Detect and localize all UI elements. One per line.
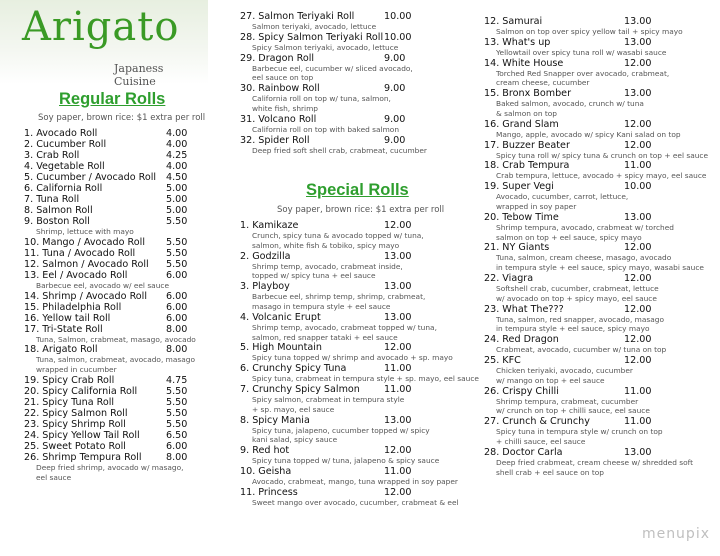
menu-item-name: 27. Crunch & Crunchy	[484, 416, 590, 428]
menu-item	[24, 313, 214, 324]
menu-item-name: 15. Philadelphia Roll	[24, 301, 122, 313]
menu-item-description: Tuna, salmon, crabmeat, avocado, masago wrapped in cucumber	[36, 355, 195, 375]
menu-item-price: 11.00	[384, 465, 412, 477]
menu-item-name: 26. Shrimp Tempura Roll	[24, 451, 142, 463]
menu-item-name: 5. Cucumber / Avocado Roll	[24, 172, 157, 183]
menu-item-name: 11. Princess	[240, 486, 298, 498]
menu-item-description: Baked salmon, avocado, crunch w/ tuna & salmon on top	[496, 99, 644, 118]
menu-item-row	[24, 194, 214, 205]
menu-item	[484, 355, 704, 386]
menu-item-price: 9.00	[384, 83, 406, 95]
menu-item	[484, 242, 704, 273]
menu-item-row	[484, 160, 704, 171]
menu-item-row	[240, 83, 460, 94]
menu-item-description: Spicy tuna roll w/ spicy tuna & crunch on top + eel sauce	[496, 150, 709, 160]
menu-item-name: 4. Volcanic Erupt	[240, 311, 321, 323]
menu-item-name: 28. Doctor Carla	[484, 446, 563, 458]
menu-item-price: 13.00	[624, 36, 652, 48]
menu-item-row	[24, 408, 214, 419]
menu-item-price: 5.50	[166, 258, 188, 270]
menu-item-name: 14. White House	[484, 57, 564, 69]
menu-item-price: 5.50	[166, 385, 188, 397]
menu-item-description: Salmon teriyaki, avocado, lettuce	[252, 22, 377, 31]
menu-item-name: 20. Spicy California Roll	[24, 385, 138, 397]
menu-item-name: 22. Viagra	[484, 272, 534, 284]
menu-item-name: 11. Tuna / Avocado Roll	[24, 247, 136, 259]
menu-item-row	[24, 183, 214, 194]
menu-item-row	[484, 273, 704, 284]
menu-item	[24, 194, 214, 205]
menu-item-name: 18. Crab Tempura	[484, 160, 570, 172]
menu-item-description: Deep fried shrimp, avocado w/ masago, eel sauce	[36, 462, 184, 482]
menu-item-row	[240, 415, 470, 426]
special-rolls-heading: Special Rolls	[306, 181, 409, 199]
menu-item	[484, 37, 704, 58]
menu-item-price: 6.00	[166, 312, 188, 324]
menu-item-description: Barbecue eel, shrimp temp, shrimp, crabmeat, masago in tempura style + eel sauce	[252, 292, 426, 311]
menu-item-row	[240, 466, 470, 477]
menu-item	[240, 384, 470, 415]
menu-item-row	[240, 281, 470, 292]
menu-item-row	[484, 355, 704, 366]
menu-item-name: 13. What's up	[484, 36, 551, 48]
menu-item-name: 25. Sweet Potato Roll	[24, 440, 126, 452]
menu-item-row	[484, 37, 704, 48]
menu-item	[240, 312, 470, 343]
menu-item-description: California roll on top with baked salmon	[252, 124, 400, 134]
menu-item	[240, 415, 470, 446]
menu-item-description: Spicy tuna topped w/ shrimp and avocado + sp. mayo	[252, 353, 453, 363]
menu-item-price: 12.00	[624, 139, 652, 151]
menu-item-name: 15. Bronx Bomber	[484, 88, 572, 100]
menu-item-name: 10. Mango / Avocado Roll	[24, 236, 145, 248]
menu-item-price: 11.00	[384, 363, 412, 375]
special-rolls-list	[240, 220, 479, 508]
menu-item-name: 18. Arigato Roll	[24, 344, 98, 356]
menu-item-price: 5.00	[166, 183, 188, 194]
menu-item-price: 12.00	[384, 445, 412, 457]
menu-item-name: 14. Shrimp / Avocado Roll	[24, 290, 147, 302]
menu-item	[24, 324, 214, 345]
menu-item-name: 21. Spicy Tuna Roll	[24, 396, 115, 408]
menu-item-description: Spicy tuna in tempura style w/ crunch on top + chilli sauce, eel sauce	[496, 427, 663, 446]
menu-item	[24, 161, 214, 172]
menu-item-name: 6. Crunchy Spicy Tuna	[240, 363, 347, 375]
regular-rolls-continued-list	[240, 11, 460, 155]
menu-item-price: 10.00	[384, 31, 412, 43]
regular-rolls-note: Soy paper, brown rice: $1 extra per roll	[38, 113, 206, 123]
menu-item	[240, 466, 470, 487]
menu-item	[484, 139, 709, 161]
menu-item-description: Sweet mango over avocado, cucumber, crabmeat & eel	[252, 497, 459, 507]
menu-item-name: 24. Spicy Yellow Tail Roll	[24, 429, 140, 441]
menu-item-name: 9. Red hot	[240, 445, 290, 457]
menu-item-row	[24, 419, 214, 430]
menu-item-name: 23. What The???	[484, 303, 564, 315]
menu-item-description: Spicy tuna, crabmeat in tempura style + sp. mayo, eel sauce	[252, 374, 479, 384]
menu-item-description: Softshell crab, cucumber, crabmeat, lettuce w/ avocado on top + spicy mayo, eel sauce	[496, 283, 659, 303]
menu-item-price: 5.50	[166, 236, 188, 248]
menu-item-row	[240, 53, 460, 64]
menu-item-name: 6. California Roll	[24, 183, 103, 194]
menu-item-name: 7. Crunchy Spicy Salmon	[240, 383, 360, 395]
menu-item-description: Crab tempura, lettuce, avocado + spicy mayo, eel sauce	[496, 171, 707, 181]
menu-item-name: 1. Kamikaze	[240, 220, 299, 231]
menu-item-price: 13.00	[624, 211, 652, 223]
menu-item-name: 12. Samurai	[484, 16, 543, 27]
menu-item-row	[24, 270, 214, 281]
menu-item-price: 13.00	[624, 88, 652, 100]
menu-item-price: 12.00	[624, 303, 652, 315]
menu-item-price: 13.00	[384, 250, 412, 262]
menu-item-price: 11.00	[384, 383, 412, 395]
menu-item-row	[24, 302, 214, 313]
menu-item	[24, 441, 214, 452]
menu-item	[484, 304, 704, 335]
menu-item-name: 8. Salmon Roll	[24, 205, 93, 216]
menu-item-description: Tuna, Salmon, crabmeat, masago, avocado	[36, 334, 196, 344]
menu-item-description: Crabmeat, avocado, cucumber w/ tuna on top	[496, 345, 667, 355]
menu-item-price: 6.00	[166, 269, 188, 281]
menu-item	[484, 160, 707, 181]
menu-item-row	[484, 181, 704, 192]
menu-item-description: Salmon on top over spicy yellow tail + spicy mayo	[496, 27, 683, 36]
menu-item-name: 5. High Mountain	[240, 342, 322, 354]
menu-item-row	[240, 32, 460, 43]
menu-item	[240, 135, 460, 156]
menu-item-price: 11.00	[624, 385, 652, 397]
menu-item-row	[24, 452, 214, 463]
menu-item-price: 12.00	[624, 57, 652, 69]
menu-item	[484, 119, 704, 140]
menu-item	[24, 216, 214, 237]
menu-item	[484, 212, 704, 243]
menu-item-name: 3. Playboy	[240, 281, 290, 293]
menu-item-row	[24, 291, 214, 302]
menu-item	[484, 16, 704, 37]
menu-item-row	[24, 397, 214, 408]
menu-item	[24, 139, 214, 150]
menu-item-price: 5.50	[166, 396, 188, 408]
menu-item-name: 25. KFC	[484, 354, 521, 366]
menu-item-row	[484, 447, 704, 458]
menu-item-price: 9.00	[384, 52, 406, 64]
menu-item-row	[484, 304, 704, 315]
menu-item-price: 12.00	[624, 354, 652, 366]
menu-item-description: Tuna, salmon, red snapper, avocado, masago in tempura style + eel sauce, spicy mayo	[496, 314, 664, 334]
menu-item-row	[240, 135, 460, 146]
menu-item-row	[24, 259, 214, 270]
menu-item-name: 16. Yellow tail Roll	[24, 312, 111, 324]
menu-item	[24, 430, 214, 441]
menu-item	[240, 11, 460, 32]
menu-item-description: Avocado, cucumber, carrot, lettuce, wrapped in soy paper	[496, 192, 629, 211]
menu-item-name: 23. Spicy Shrimp Roll	[24, 418, 126, 430]
menu-item	[484, 447, 704, 478]
menu-item-row	[240, 11, 460, 22]
menu-item-name: 30. Rainbow Roll	[240, 83, 320, 95]
menu-item-description: Mango, apple, avocado w/ spicy Kani salad on top	[496, 129, 681, 139]
menu-item-description: Yellowtail over spicy tuna roll w/ wasabi sauce	[496, 47, 667, 57]
menu-item-name: 3. Crab Roll	[24, 150, 80, 161]
menu-item-row	[24, 237, 214, 248]
menu-item-price: 13.00	[384, 414, 412, 426]
menu-item-row	[484, 16, 704, 27]
menu-item-description: Chicken teriyaki, avocado, cucumber w/ mango on top + eel sauce	[496, 365, 633, 385]
menu-item-price: 5.50	[166, 216, 188, 227]
menu-item-row	[484, 140, 704, 151]
menu-item-price: 6.50	[166, 429, 188, 441]
menu-item-row	[24, 139, 214, 150]
menu-item-price: 13.00	[624, 16, 652, 27]
menu-item-description: California roll on top w/ tuna, salmon, white fish, shrimp	[252, 94, 391, 113]
menu-item-price: 11.00	[624, 416, 652, 428]
menu-item-row	[24, 386, 214, 397]
menu-item	[484, 386, 704, 417]
menu-item-price: 12.00	[384, 342, 412, 354]
menu-item-name: 4. Vegetable Roll	[24, 161, 105, 172]
menu-item-price: 12.00	[624, 272, 652, 284]
menu-item-row	[240, 312, 470, 323]
menu-item-name: 7. Tuna Roll	[24, 194, 80, 205]
menu-item	[484, 181, 704, 212]
menu-item-row	[240, 342, 470, 353]
menu-item-price: 4.75	[166, 374, 188, 386]
menu-item-row	[484, 386, 704, 397]
menu-item-description: Shrimp temp, avocado, crabmeat topped w/ tuna, salmon, red snapper tataki + eel sauce	[252, 322, 437, 342]
menu-item-row	[484, 58, 704, 69]
menu-item-row	[24, 430, 214, 441]
menu-item	[24, 375, 214, 386]
restaurant-logo	[0, 0, 208, 88]
menu-item	[24, 248, 214, 259]
menu-item-description: Shrimp tempura, crabmeat, cucumber w/ crunch on top + chilli sauce, eel sauce	[496, 396, 650, 416]
menu-item-row	[240, 220, 470, 231]
menupix-watermark: menupix	[641, 526, 710, 542]
menu-item	[24, 172, 214, 183]
menu-item-description: Spicy tuna, jalapeno, cucumber topped w/ spicy kani salad, spicy sauce	[252, 425, 430, 445]
menu-item-row	[24, 128, 214, 139]
menu-item	[24, 302, 214, 313]
menu-item-price: 12.00	[624, 118, 652, 130]
menu-item	[24, 128, 214, 139]
menu-item-row	[24, 205, 214, 216]
menu-item-price: 10.00	[384, 11, 412, 22]
menu-item	[24, 183, 214, 194]
menu-item-row	[24, 172, 214, 183]
menu-item-description: Barbecue eel, cucumber w/ sliced avocado, eel sauce on top	[252, 63, 413, 83]
menu-item	[240, 53, 460, 84]
menu-item	[24, 386, 214, 397]
menu-item-price: 12.00	[384, 486, 412, 498]
menu-item	[240, 114, 460, 135]
regular-rolls-heading: Regular Rolls	[59, 90, 166, 108]
menu-item-name: 29. Dragon Roll	[240, 52, 315, 64]
menu-item-price: 12.00	[384, 220, 412, 231]
menu-item	[24, 397, 214, 408]
menu-item-row	[484, 119, 704, 130]
menu-item-name: 20. Tebow Time	[484, 211, 559, 223]
menu-item-name: 13. Eel / Avocado Roll	[24, 269, 128, 281]
menu-item-price: 13.00	[384, 281, 412, 293]
menu-item-name: 26. Crispy Chilli	[484, 385, 559, 397]
menu-item-name: 19. Super Vegi	[484, 181, 554, 193]
menu-item	[240, 445, 470, 466]
menu-item-row	[24, 324, 214, 335]
menu-item-price: 12.00	[624, 242, 652, 254]
menu-item-price: 12.00	[624, 334, 652, 346]
menu-item-name: 27. Salmon Teriyaki Roll	[240, 11, 355, 22]
menu-item-name: 28. Spicy Salmon Teriyaki Roll	[240, 31, 384, 43]
menu-item-price: 4.25	[166, 150, 188, 161]
menu-item	[24, 452, 214, 483]
menu-item-price: 10.00	[624, 181, 652, 193]
menu-item	[24, 291, 214, 302]
menu-item-price: 5.00	[166, 205, 188, 216]
special-rolls-note: Soy paper, brown rice: $1 extra per roll	[277, 205, 445, 215]
menu-item	[240, 32, 460, 53]
menu-item	[24, 205, 214, 216]
menu-item	[484, 273, 704, 304]
menu-item-name: 16. Grand Slam	[484, 118, 559, 130]
menu-item	[240, 363, 479, 384]
menu-item-row	[240, 445, 470, 456]
menu-item	[24, 344, 214, 375]
menu-item	[24, 408, 214, 419]
menu-item-description: Tuna, salmon, cream cheese, masago, avocado in tempura style + eel sauce, spicy mayo, wasabi sauce	[496, 253, 704, 273]
menu-item-price: 8.00	[166, 323, 188, 335]
menu-item-price: 5.50	[166, 418, 188, 430]
menu-item-row	[484, 242, 704, 253]
menu-item	[240, 251, 470, 282]
menu-item-name: 9. Boston Roll	[24, 216, 90, 227]
menu-item-row	[240, 114, 460, 125]
menu-item-name: 31. Volcano Roll	[240, 113, 317, 125]
menu-item-name: 21. NY Giants	[484, 242, 550, 254]
menu-item	[240, 342, 470, 363]
menu-item	[24, 419, 214, 430]
menu-item-price: 4.00	[166, 139, 188, 150]
menu-item-row	[240, 251, 470, 262]
menu-item-price: 13.00	[384, 311, 412, 323]
menu-item-price: 8.00	[166, 451, 188, 463]
menu-item	[484, 416, 704, 447]
menu-item-name: 24. Red Dragon	[484, 334, 559, 346]
menu-item-price: 9.00	[384, 134, 406, 146]
menu-item-description: Barbecue eel, avocado w/ eel sauce	[36, 280, 169, 290]
menu-item	[240, 281, 470, 312]
menu-item-price: 4.50	[166, 172, 188, 183]
special-rolls-continued-list	[484, 16, 709, 477]
menu-item-row	[24, 248, 214, 259]
menu-item-description: Torched Red Snapper over avocado, crabmeat, cream cheese, cucumber	[496, 68, 670, 88]
menu-item-row	[24, 375, 214, 386]
menu-item-price: 11.00	[624, 160, 652, 172]
menu-item-name: 12. Salmon / Avocado Roll	[24, 258, 149, 270]
brand-tagline: Japaness Cuisine	[114, 62, 164, 88]
menu-item-description: Shrimp, lettuce with mayo	[36, 227, 134, 236]
menu-item-description: Deep fried soft shell crab, crabmeat, cucumber	[252, 145, 427, 155]
menu-item-row	[24, 161, 214, 172]
menu-item-name: 2. Godzilla	[240, 250, 291, 262]
menu-item-price: 4.00	[166, 128, 188, 139]
menu-item-price: 5.50	[166, 407, 188, 419]
menu-item	[484, 58, 704, 89]
menu-item-description: Spicy tuna topped w/ tuna, jalapeno & spicy sauce	[252, 456, 440, 466]
menu-item-row	[240, 487, 470, 498]
menu-item	[240, 83, 460, 114]
menu-item-row	[24, 150, 214, 161]
menu-item	[24, 150, 214, 161]
menu-item-name: 17. Buzzer Beater	[484, 139, 570, 151]
menu-item-description: Spicy salmon, crabmeat in tempura style + sp. mayo, eel sauce	[252, 394, 405, 414]
menu-item-row	[484, 212, 704, 223]
menu-item-price: 4.00	[166, 161, 188, 172]
menu-item-name: 1. Avocado Roll	[24, 128, 98, 139]
menu-item-name: 22. Spicy Salmon Roll	[24, 407, 128, 419]
menu-item-row	[24, 344, 214, 355]
menu-item-price: 5.00	[166, 194, 188, 205]
menu-item-price: 6.00	[166, 301, 188, 313]
menu-item-name: 2. Cucumber Roll	[24, 139, 107, 150]
menu-item-row	[484, 334, 704, 345]
menu-item-name: 19. Spicy Crab Roll	[24, 374, 115, 386]
menu-item-price: 13.00	[624, 446, 652, 458]
menu-item	[24, 270, 214, 291]
menu-item-description: Shrimp temp, avocado, crabmeat inside, topped w/ spicy tuna + eel sauce	[252, 261, 403, 281]
menu-item-description: Spicy Salmon teriyaki, avocado, lettuce	[252, 42, 399, 52]
menu-item-price: 9.00	[384, 113, 406, 125]
menu-item-price: 6.00	[166, 440, 188, 452]
regular-rolls-list	[24, 128, 214, 483]
brand-name: Arigato	[22, 4, 180, 50]
menu-item-price: 6.00	[166, 290, 188, 302]
menu-item-description: Crunch, spicy tuna & avocado topped w/ tuna, salmon, white fish & tobiko, spicy mayo	[252, 231, 424, 250]
menu-item-row	[24, 441, 214, 452]
menu-item-name: 8. Spicy Mania	[240, 414, 310, 426]
menu-item	[484, 334, 704, 355]
menu-item-row	[24, 216, 214, 227]
menu-item-price: 8.00	[166, 344, 188, 356]
menu-item-name: 17. Tri-State Roll	[24, 323, 103, 335]
menu-item-price: 5.50	[166, 247, 188, 259]
menu-item-row	[240, 363, 470, 374]
menu-item	[484, 88, 704, 119]
menu-item-description: Shrimp tempura, avocado, crabmeat w/ torched salmon on top + eel sauce, spicy mayo	[496, 222, 674, 242]
menu-item-row	[484, 416, 704, 427]
menu-item-row	[24, 313, 214, 324]
menu-item-row	[240, 384, 470, 395]
menu-item	[24, 259, 214, 270]
menu-item	[240, 220, 470, 251]
menu-item	[24, 237, 214, 248]
menu-item-description: Avocado, crabmeat, mango, tuna wrapped in soy paper	[252, 476, 458, 486]
menu-item-name: 10. Geisha	[240, 465, 292, 477]
menu-item-description: Deep fried crabmeat, cream cheese w/ shredded soft shell crab + eel sauce on top	[496, 457, 694, 477]
menu-item-row	[484, 88, 704, 99]
menu-item-name: 32. Spider Roll	[240, 134, 310, 146]
menu-item	[240, 487, 470, 508]
